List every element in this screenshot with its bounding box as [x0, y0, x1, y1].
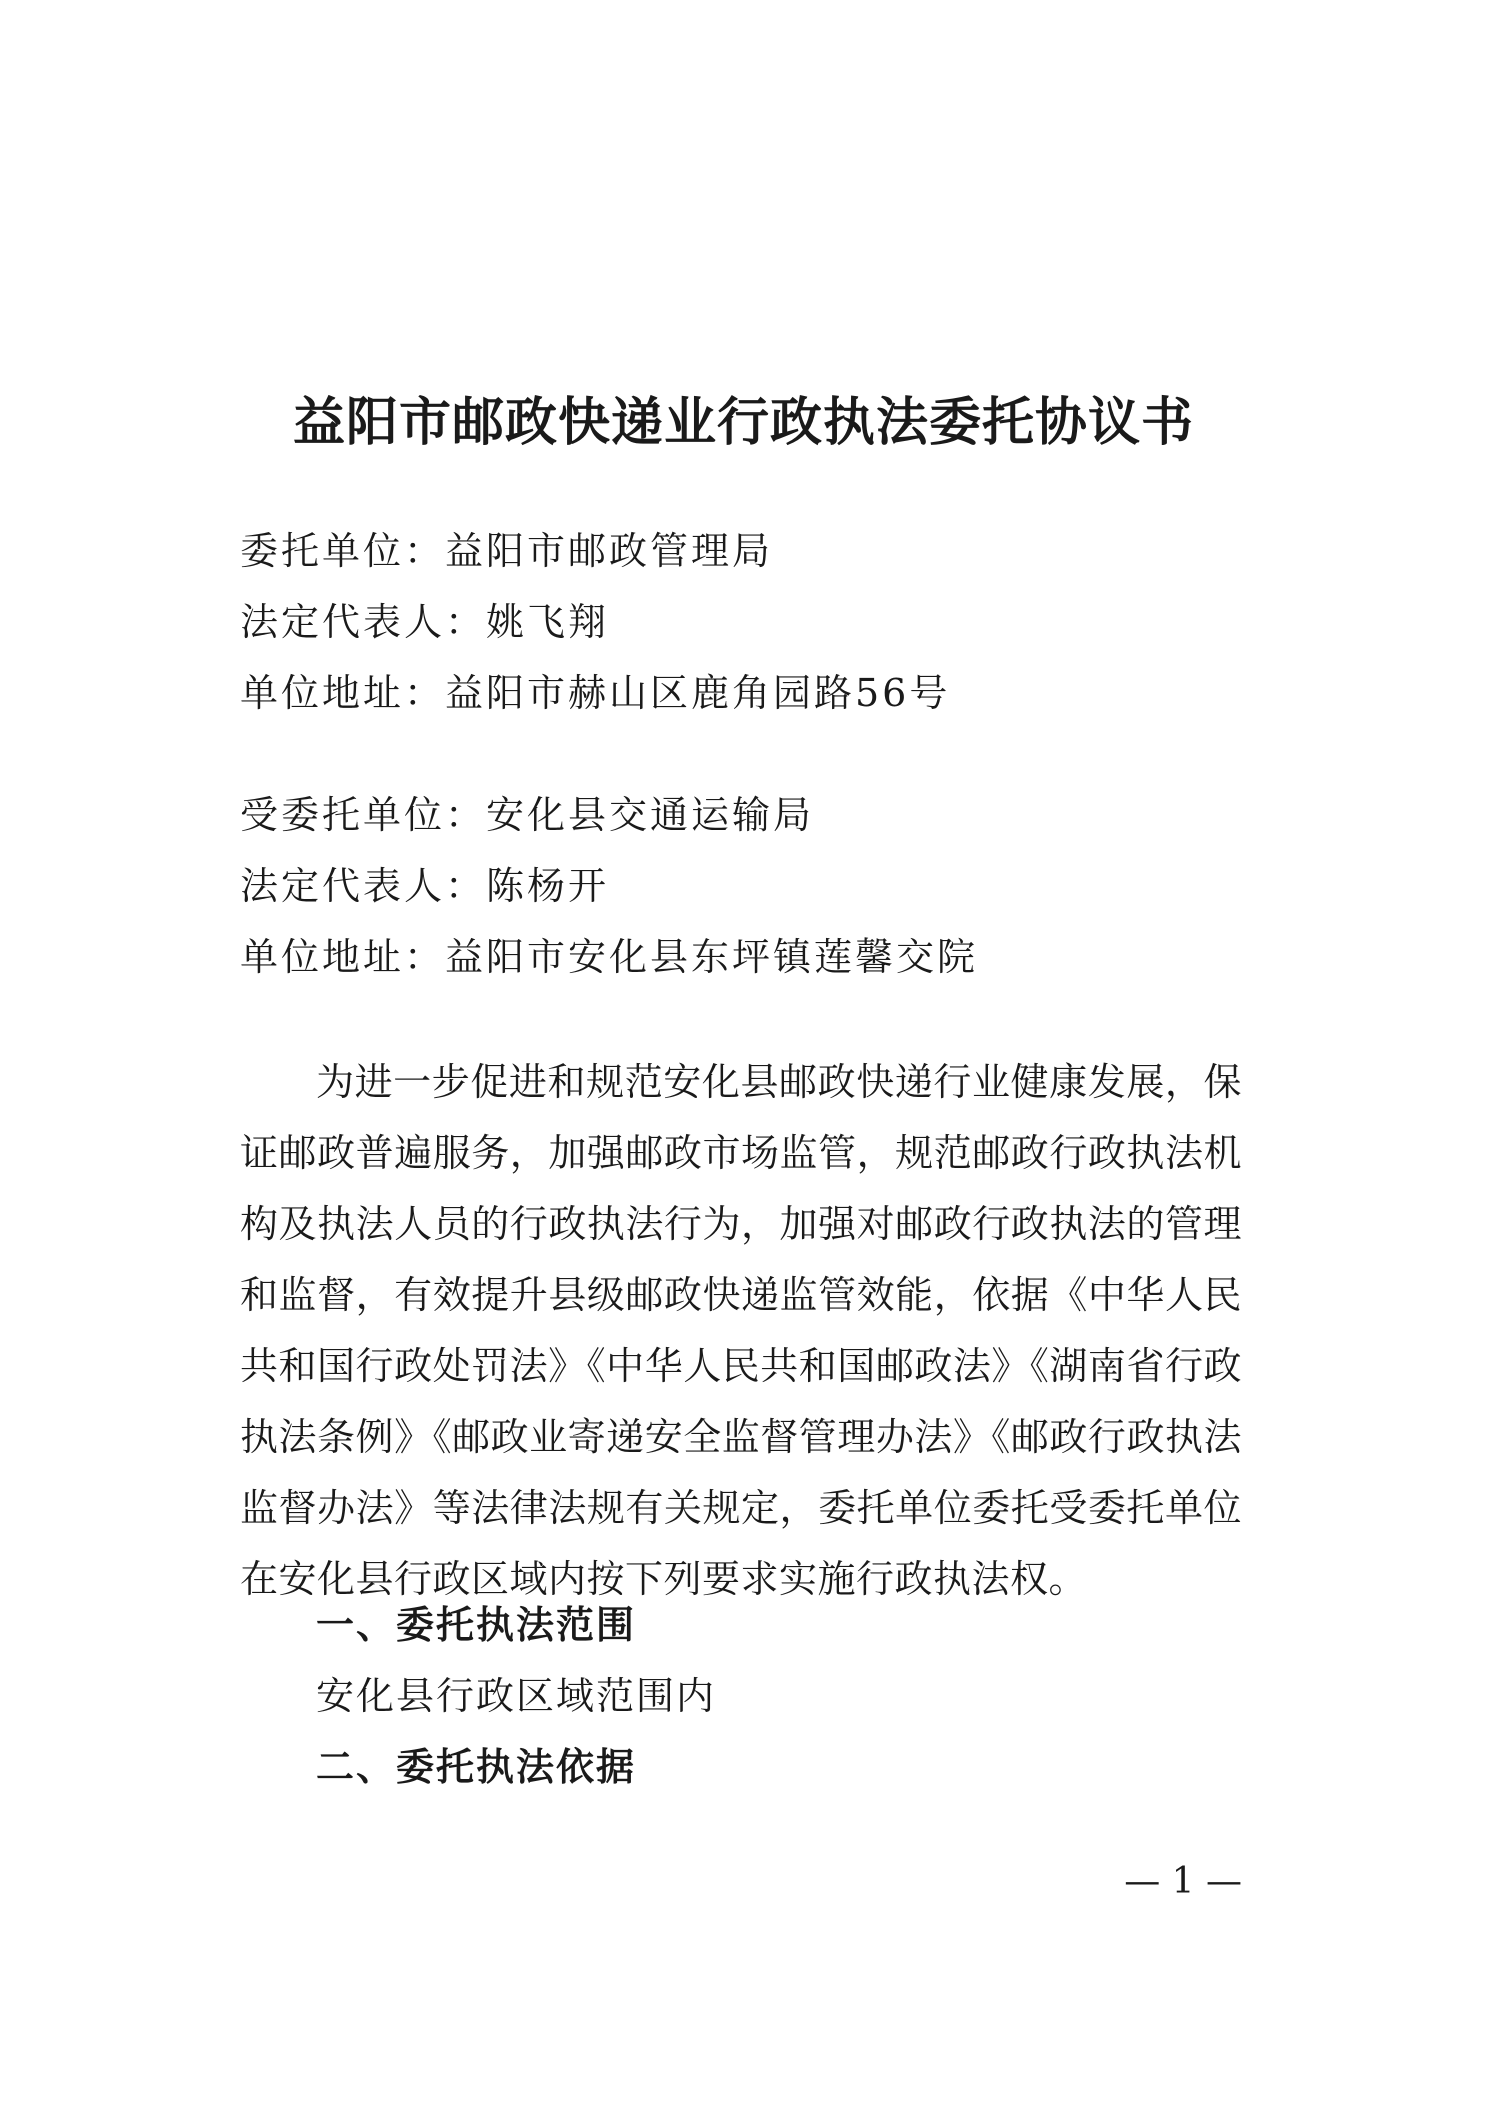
section-2-heading: 二、委托执法依据 [316, 1744, 637, 1789]
page-number: — 1 — [1124, 1861, 1242, 1902]
entrusted-legal-representative: 法定代表人：陈杨开 [240, 864, 610, 908]
entrusted-unit-address: 单位地址：益阳市安化县东坪镇莲馨交院 [240, 935, 979, 979]
section-1-text: 安化县行政区域范围内 [316, 1674, 717, 1718]
entrusting-legal-representative: 法定代表人：姚飞翔 [240, 600, 610, 644]
intro-paragraph: 为进一步促进和规范安化县邮政快递行业健康发展，保证邮政普遍服务，加强邮政市场监管，规范邮政行政执法机构及执法人员的行政执法行为，加强对邮政行政执法的管理和监督，有效提升县级邮政快递监管效能，依据《中华人民共和国行政处罚法》《中华人民共和国邮政法》《湖南省行政执法条例》《邮政业寄递安全监督管理办法》《邮政行政执法监督办法》等法律法规有关规定，委托单位委托受委托单位在安化县行政区域内按下列要求实施行政执法权。 [240, 1060, 1242, 1601]
entrusting-unit: 委托单位：益阳市邮政管理局 [240, 529, 774, 573]
document-title: 益阳市邮政快递业行政执法委托协议书 [292, 392, 1194, 453]
entrusted-unit: 受委托单位：安化县交通运输局 [240, 793, 815, 837]
section-1-heading: 一、委托执法范围 [316, 1602, 637, 1647]
entrusting-unit-address: 单位地址：益阳市赫山区鹿角园路56号 [240, 671, 951, 715]
